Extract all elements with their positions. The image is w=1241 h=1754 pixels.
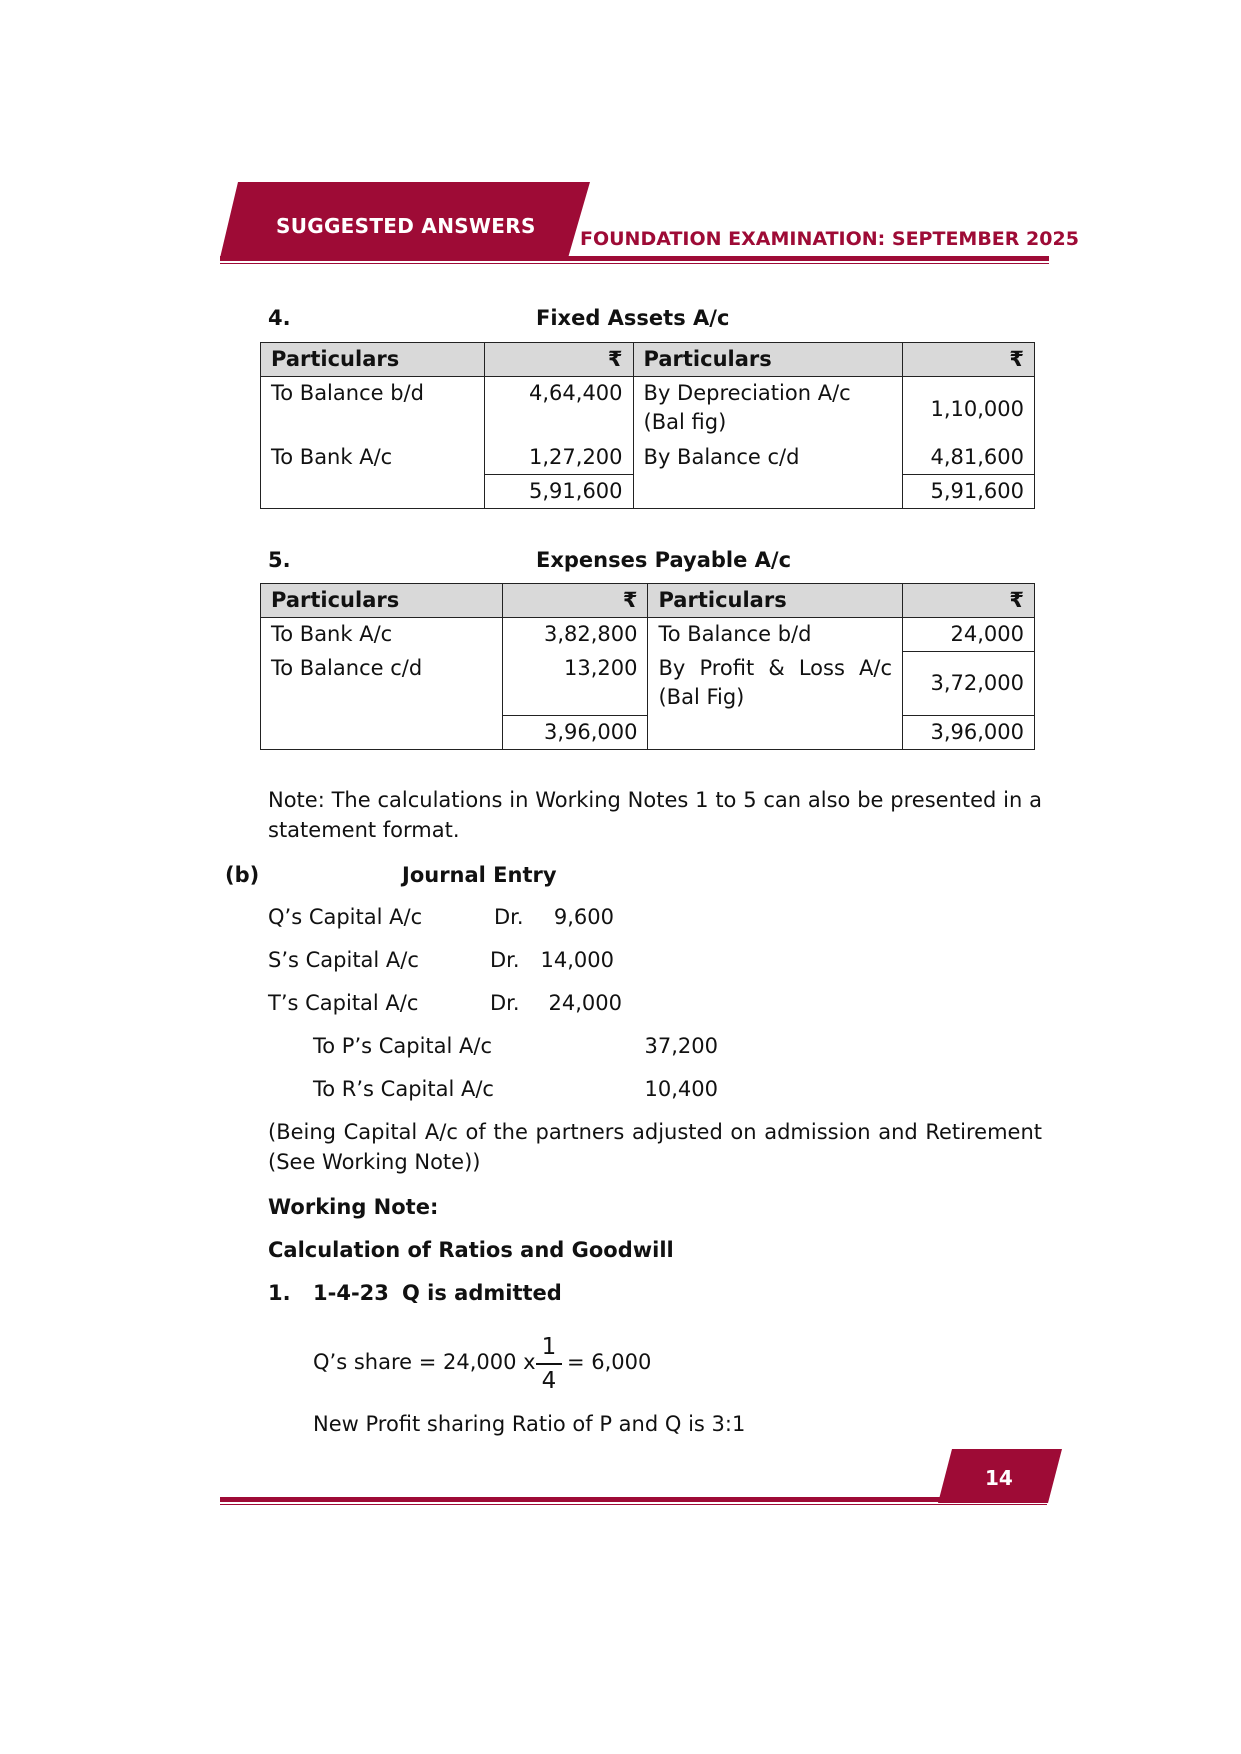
row-amount-right: 24,000 (903, 618, 1035, 652)
table-row (261, 441, 1035, 475)
row-amount-left: 3,82,800 (502, 618, 648, 652)
fixed-assets-ledger (260, 342, 1035, 509)
header-rule (220, 256, 1049, 261)
fraction-denominator: 4 (541, 1368, 557, 1394)
col-amount-left: ₹ (502, 584, 648, 618)
working-note-title: Working Note: (268, 1195, 439, 1219)
total-left: 3,96,000 (502, 716, 648, 750)
footer-rule-thin (220, 1504, 1047, 1505)
credit-amount: 10,400 (644, 1077, 718, 1101)
row-particulars-right: By Balance c/d (633, 441, 903, 475)
debit-amount: 9,600 (553, 905, 614, 929)
debit-amount: 24,000 (548, 991, 622, 1015)
total-right: 3,96,000 (903, 716, 1035, 750)
row-amount-right: 1,10,000 (903, 377, 1035, 442)
total-spacer-right (633, 475, 903, 509)
row-particulars-right: To Balance b/d (648, 618, 903, 652)
credit-account: To R’s Capital A/c (313, 1077, 494, 1101)
exam-title: FOUNDATION EXAMINATION: SEPTEMBER 2025 (580, 228, 1079, 250)
ratio-text: New Profit sharing Ratio of P and Q is 3:1 (313, 1412, 746, 1436)
total-right: 5,91,600 (903, 475, 1035, 509)
share-fraction (536, 1332, 562, 1396)
section4-number: 4. (268, 306, 291, 330)
header-tab-label: SUGGESTED ANSWERS (276, 214, 536, 238)
row-particulars-left: To Bank A/c (261, 441, 485, 475)
section4-title: Fixed Assets A/c (536, 306, 730, 330)
item1-text: Q is admitted (402, 1281, 562, 1305)
col-particulars-left: Particulars (261, 584, 503, 618)
row-amount-right: 4,81,600 (903, 441, 1035, 475)
share-lhs: Q’s share = 24,000 x (313, 1350, 536, 1374)
col-particulars-right: Particulars (648, 584, 903, 618)
total-spacer-left (261, 716, 503, 750)
row-amount-left: 1,27,200 (484, 441, 633, 475)
col-particulars-right: Particulars (633, 343, 903, 377)
section5-title: Expenses Payable A/c (536, 548, 792, 572)
fraction-numerator: 1 (541, 1334, 557, 1360)
col-amount-left: ₹ (484, 343, 633, 377)
journal-entry-title: Journal Entry (402, 863, 557, 887)
header-rule-thin (220, 263, 1049, 264)
col-amount-right: ₹ (903, 343, 1035, 377)
row-particulars-left: To Bank A/c (261, 618, 503, 652)
total-spacer-right (648, 716, 903, 750)
debit-dr: Dr. (490, 948, 520, 972)
expenses-payable-ledger (260, 583, 1035, 750)
row-amount-right: 3,72,000 (903, 652, 1035, 716)
note-paragraph: Note: The calculations in Working Notes 1 to 5 can also be presented in a statement format. (268, 788, 1042, 842)
total-spacer-left (261, 475, 485, 509)
row-particulars-left: To Balance b/d (261, 377, 485, 442)
table-total-row (261, 475, 1035, 509)
part-b-label: (b) (225, 863, 260, 887)
col-amount-right: ₹ (903, 584, 1035, 618)
page-number: 14 (985, 1466, 1013, 1490)
narration: (Being Capital A/c of the partners adjusted on admission and Retirement (See Working Note)) (268, 1120, 1042, 1174)
debit-amount: 14,000 (540, 948, 614, 972)
table-row (261, 618, 1035, 652)
debit-account: Q’s Capital A/c (268, 905, 423, 929)
table-row (261, 377, 1035, 442)
item1-number: 1. (268, 1281, 291, 1305)
table-row (261, 652, 1035, 716)
row-amount-left: 4,64,400 (484, 377, 633, 442)
debit-account: T’s Capital A/c (268, 991, 419, 1015)
row-particulars-left: To Balance c/d (261, 652, 503, 716)
total-left: 5,91,600 (484, 475, 633, 509)
credit-account: To P’s Capital A/c (313, 1034, 493, 1058)
fraction-bar (536, 1363, 562, 1365)
row-amount-left: 13,200 (502, 652, 648, 716)
share-rhs: = 6,000 (567, 1350, 652, 1374)
col-particulars-left: Particulars (261, 343, 485, 377)
table-header-row (261, 584, 1035, 618)
row-particulars-right: By Depreciation A/c (Bal fig) (633, 377, 903, 442)
table-header-row (261, 343, 1035, 377)
credit-amount: 37,200 (644, 1034, 718, 1058)
item1-date: 1-4-23 (313, 1281, 389, 1305)
section5-number: 5. (268, 548, 291, 572)
footer-rule (220, 1497, 1047, 1502)
row-particulars-right: By Profit & Loss A/c (Bal Fig) (648, 652, 903, 716)
calc-title: Calculation of Ratios and Goodwill (268, 1238, 674, 1262)
debit-account: S’s Capital A/c (268, 948, 419, 972)
table-total-row (261, 716, 1035, 750)
debit-dr: Dr. (494, 905, 524, 929)
debit-dr: Dr. (490, 991, 520, 1015)
